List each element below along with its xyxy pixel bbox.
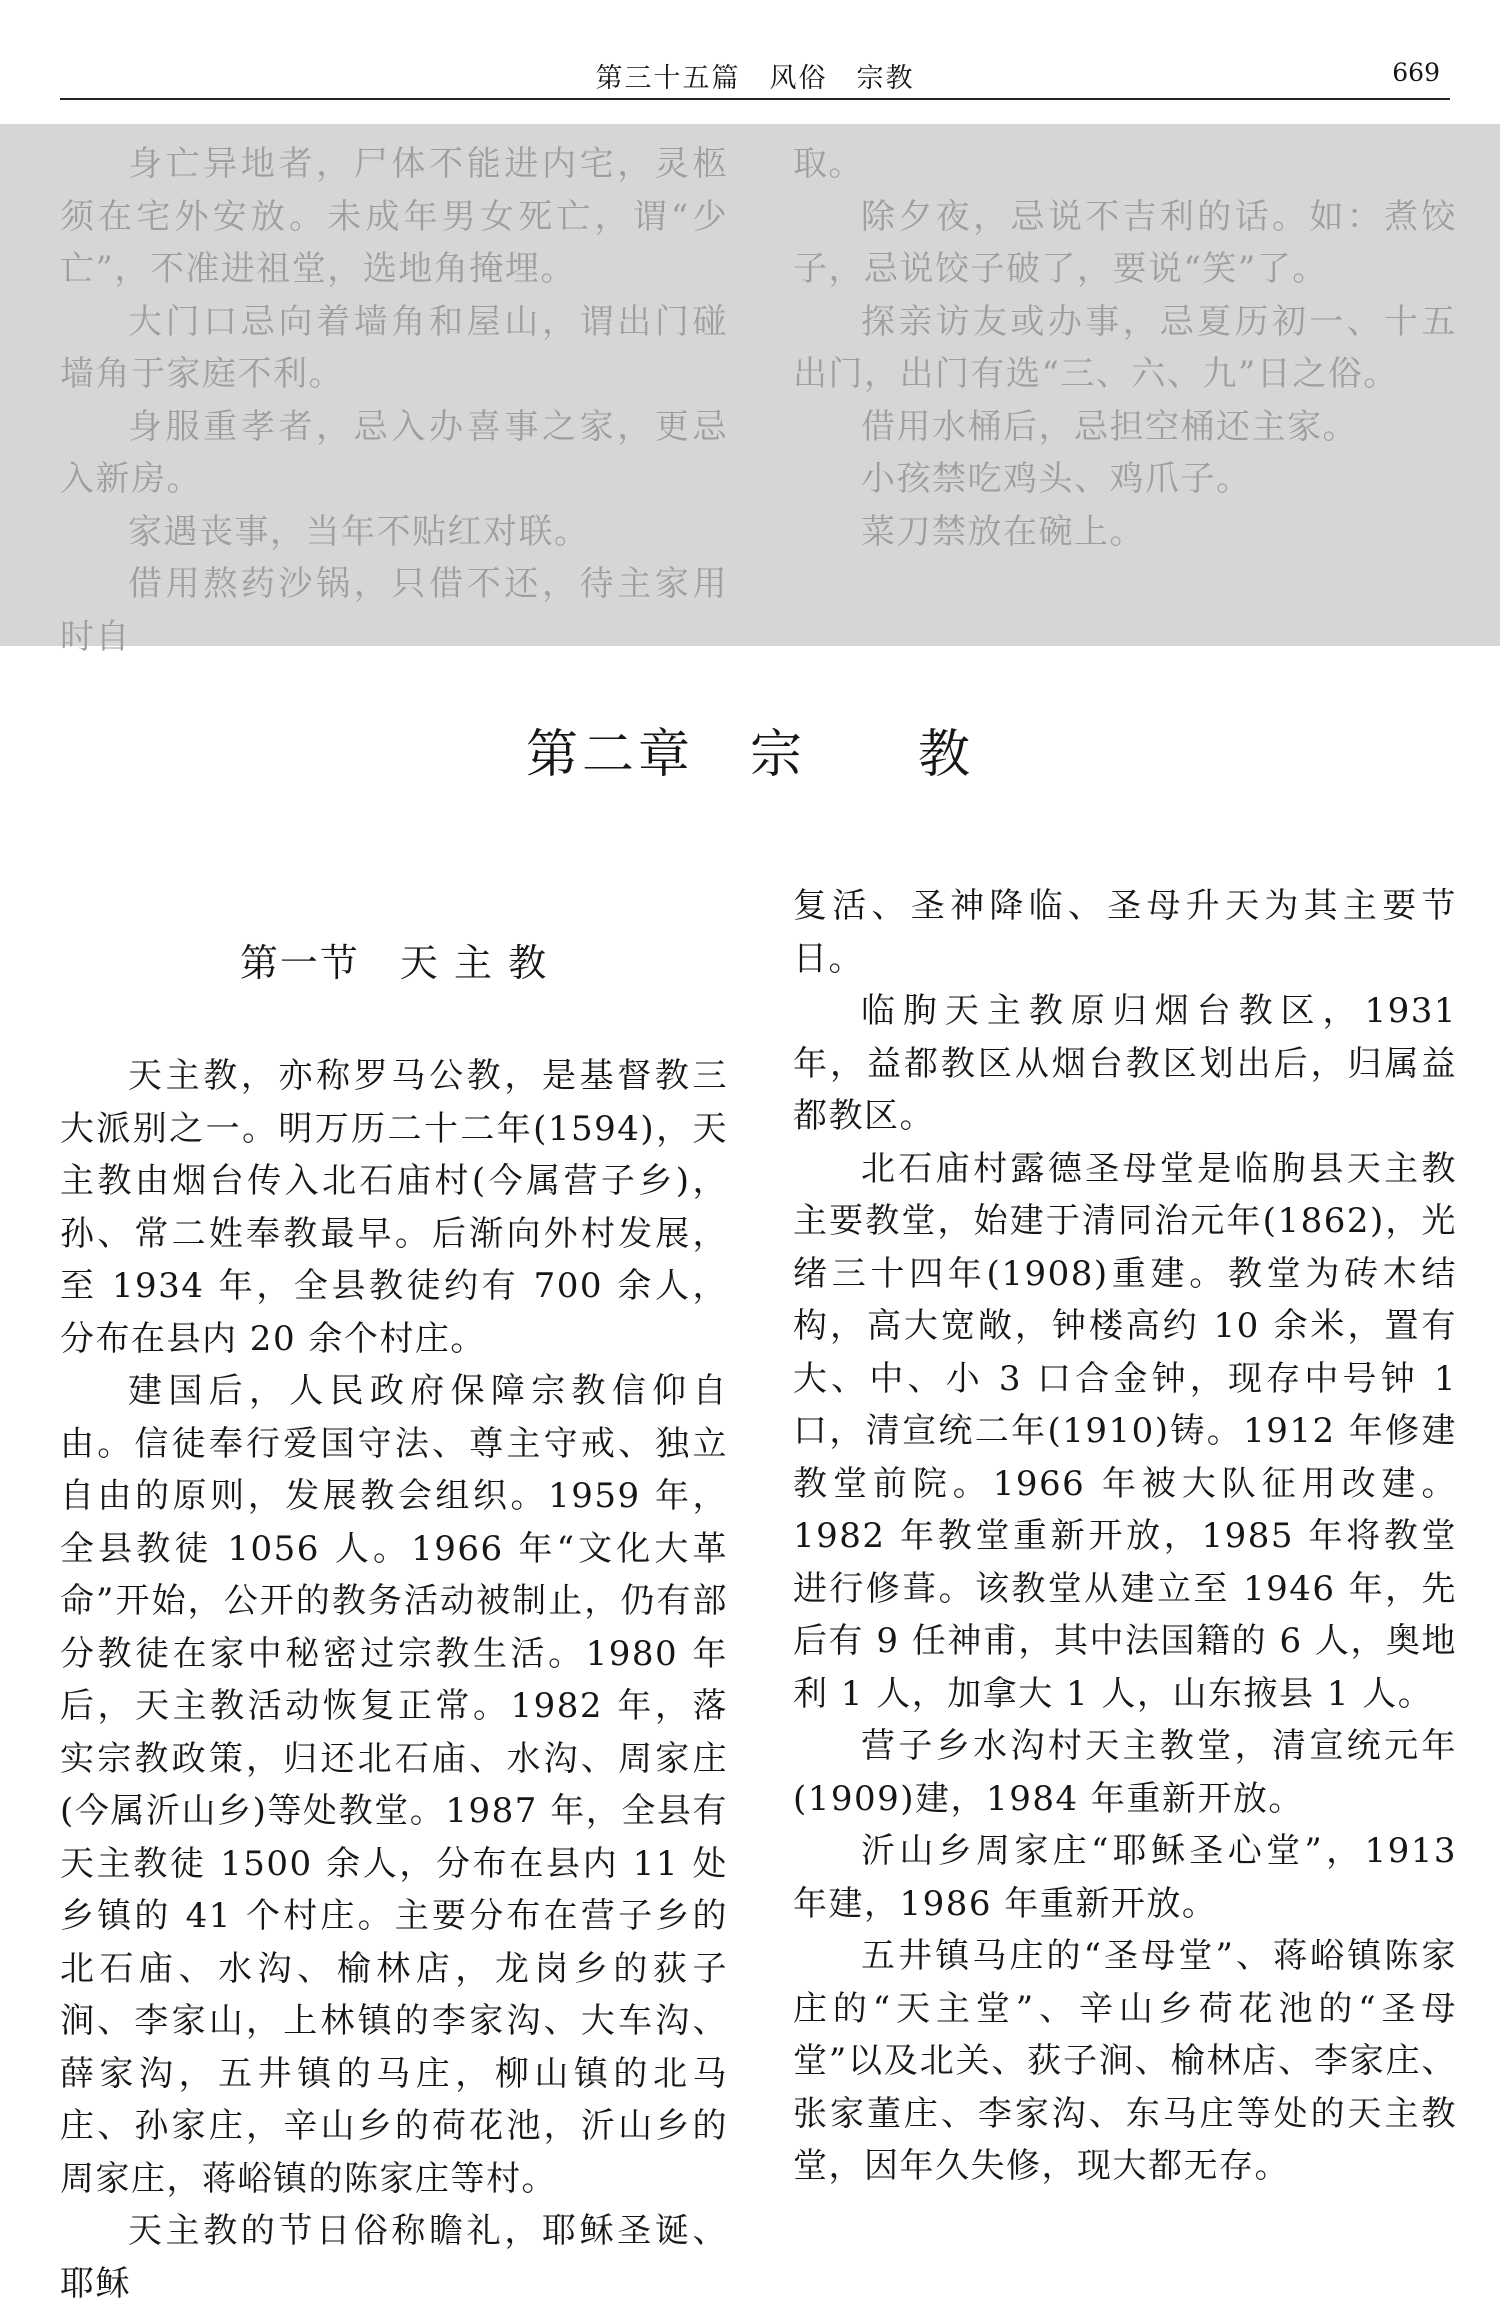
taboo-paragraph-continued: 取。 [793, 144, 864, 184]
body-paragraph: 五井镇马庄的“圣母堂”、蒋峪镇陈家庄的“天主堂”、辛山乡荷花池的“圣母堂”以及北关、荻子涧、榆林店、李家庄、张家董庄、李家沟、东马庄等处的天主教堂，因年久失修，现大都无存。 [793, 1936, 1457, 2186]
page-number: 669 [1392, 58, 1440, 87]
taboo-paragraph: 菜刀禁放在碗上。 [861, 511, 1145, 552]
body-paragraph: 天主教的节日俗称瞻礼，耶稣圣诞、耶稣 [60, 2211, 728, 2304]
body-paragraph: 临朐天主教原归烟台教区，1931 年，益都教区从烟台教区划出后，归属益都教区。 [793, 991, 1457, 1136]
section-title: 第一节 天 主 教 [239, 941, 549, 985]
body-left-column [60, 1050, 728, 2310]
taboo-paragraph: 除夕夜，忌说不吉利的话。如：煮饺子，忌说饺子破了，要说“笑”了。 [793, 196, 1457, 289]
chapter-title: 第二章 宗 教 [525, 725, 974, 785]
body-paragraph: 北石庙村露德圣母堂是临朐县天主教主要教堂，始建于清同治元年(1862)，光绪三十四年(1908)重建。教堂为砖木结构，高大宽敞，钟楼高约 10 余米，置有大、中、小 3 口合金钟，现存中号钟 1 口，清宣统二年(1910)铸。1912 年修建教堂前院。1966 年被大队征用改建。1982 年教堂重新开放，1985 年将教堂进行修葺。该教堂从建立至 1946 年，先后有 9 任神甫，其中法国籍的 6 人，奥地利 1 人，加拿大 1 人，山东掖县 1 人。 [793, 1148, 1458, 1714]
taboos-left-column [60, 138, 728, 663]
body-paragraph-continued: 复活、圣神降临、圣母升天为其主要节日。 [793, 886, 1457, 979]
taboo-paragraph: 身服重孝者，忌入办喜事之家，更忌入新房。 [60, 406, 728, 499]
taboo-paragraph: 家遇丧事，当年不贴红对联。 [128, 511, 590, 552]
body-paragraph: 沂山乡周家庄“耶稣圣心堂”，1913 年建，1986 年重新开放。 [793, 1831, 1457, 1924]
taboos-right-column [793, 138, 1457, 558]
taboo-paragraph: 大门口忌向着墙角和屋山，谓出门碰墙角于家庭不利。 [60, 301, 728, 394]
running-title: 第三十五篇 风俗 宗教 [595, 63, 915, 94]
body-paragraph: 营子乡水沟村天主教堂，清宣统元年(1909)建，1984 年重新开放。 [793, 1726, 1457, 1819]
body-right-column [793, 880, 1457, 2193]
taboo-paragraph: 借用熬药沙锅，只借不还，待主家用时自 [60, 564, 728, 657]
taboo-paragraph: 小孩禁吃鸡头、鸡爪子。 [861, 459, 1252, 499]
body-paragraph: 天主教，亦称罗马公教，是基督教三大派别之一。明万历二十二年(1594)，天主教由烟台传入北石庙村(今属营子乡)，孙、常二姓奉教最早。后渐向外村发展，至 1934 年，全县教徒约有 700 余人，分布在县内 20 余个村庄。 [60, 1056, 728, 1359]
taboo-paragraph: 探亲访友或办事，忌夏历初一、十五出门，出门有选“三、六、九”日之俗。 [793, 301, 1457, 394]
taboo-paragraph: 身亡异地者，尸体不能进内宅，灵柩须在宅外安放。未成年男女死亡，谓“少亡”，不准进祖堂，选地角掩埋。 [60, 144, 728, 289]
body-paragraph: 建国后，人民政府保障宗教信仰自由。信徒奉行爱国守法、尊主守戒、独立自由的原则，发展教会组织。1959 年，全县教徒 1056 人。1966 年“文化大革命”开始，公开的教务活动被制止，仍有部分教徒在家中秘密过宗教生活。1980 年后，天主教活动恢复正常。1982 年，落实宗教政策，归还北石庙、水沟、周家庄(今属沂山乡)等处教堂。1987 年，全县有天主教徒 1500 余人，分布在县内 11 处乡镇的 41 个村庄。主要分布在营子乡的北石庙、水沟、榆林店，龙岗乡的荻子涧、李家山，上林镇的李家沟、大车沟、薛家沟，五井镇的马庄，柳山镇的北马庄、孙家庄，辛山乡的荷花池，沂山乡的周家庄，蒋峪镇的陈家庄等村。 [60, 1371, 728, 2199]
taboo-paragraph: 借用水桶后，忌担空桶还主家。 [861, 406, 1358, 447]
running-header [60, 48, 1450, 100]
